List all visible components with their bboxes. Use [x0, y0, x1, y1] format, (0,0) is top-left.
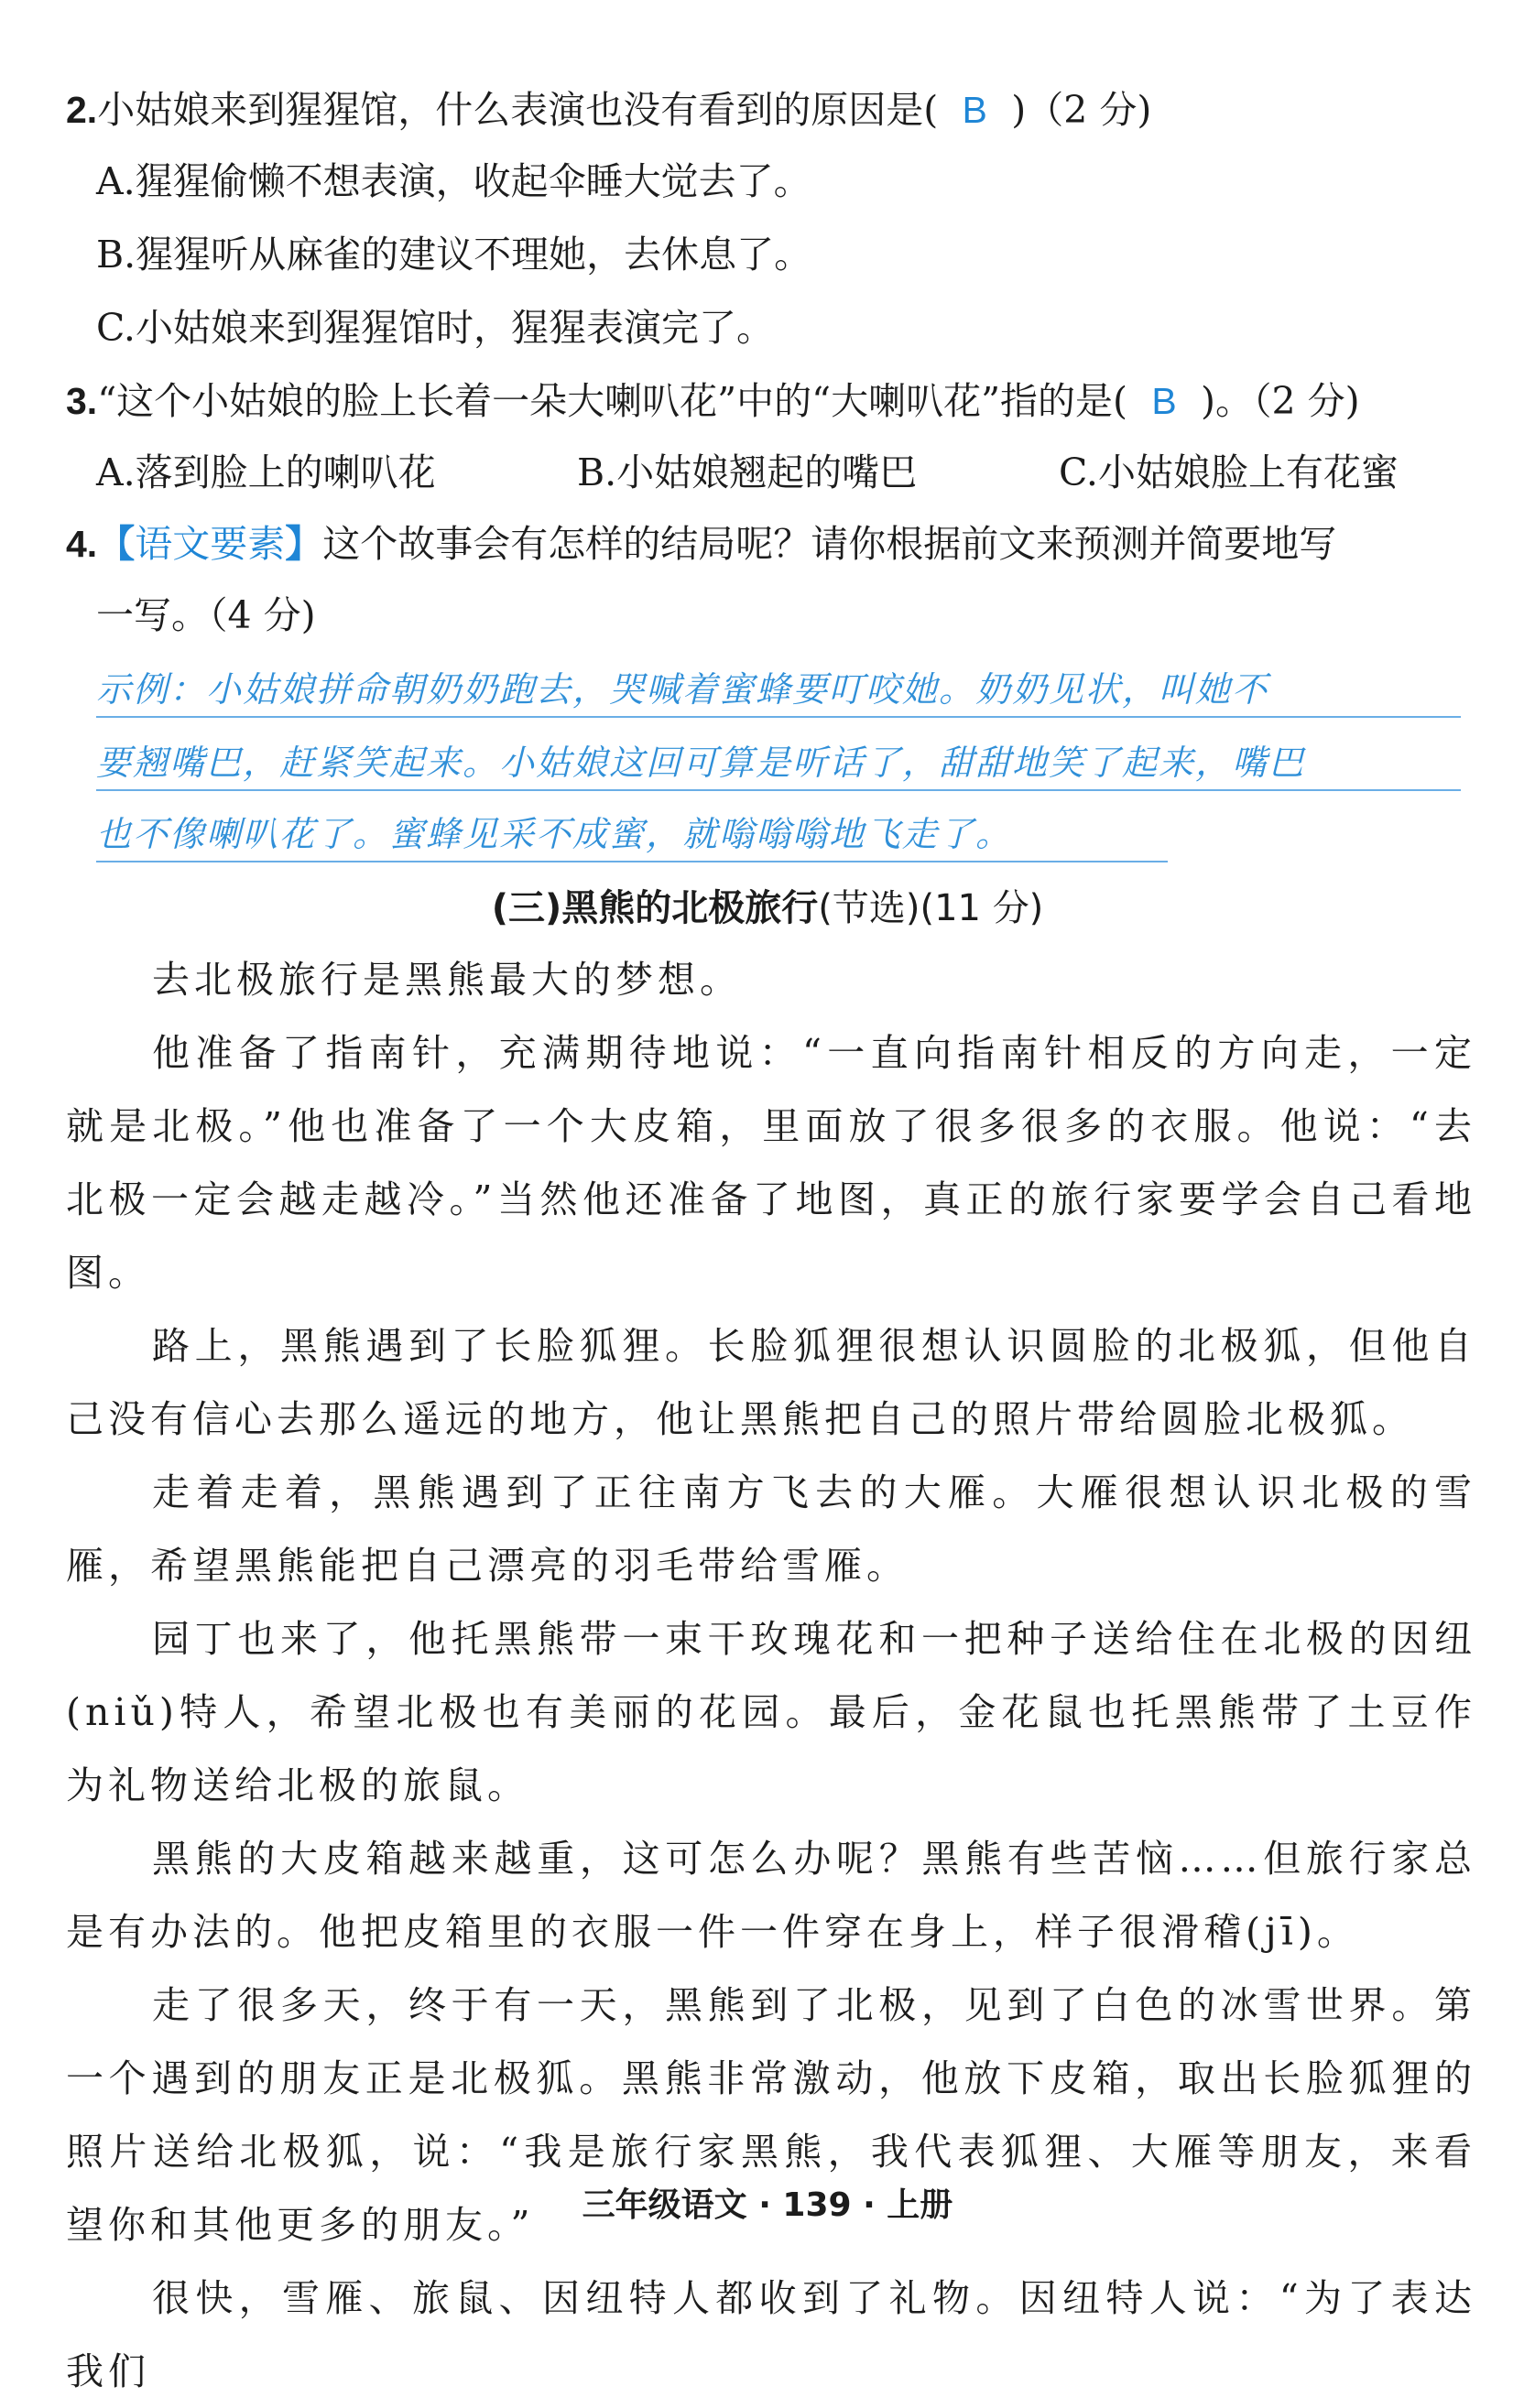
question-text: 小姑娘来到猩猩馆，什么表演也没有看到的原因是(: [97, 88, 939, 132]
passage-paragraph: 去北极旅行是黑熊最大的梦想。: [152, 958, 742, 1002]
handwritten-answer-line-2: 要翘嘴巴，赶紧笑起来。小姑娘这回可算是听话了，甜甜地笑了起来，嘴巴: [96, 743, 1306, 783]
question-number: 4.: [66, 523, 98, 565]
question-3-stem: [66, 374, 1535, 428]
answer-choice: B: [1151, 380, 1177, 422]
passage-paragraph: 他准备了指南针，充满期待地说：“一直向指南针相反的方向走，一定就是北极。”他也准备了一个大皮箱，里面放了很多很多的衣服。他说：“去北极一定会越走越冷。”当然他还准备了地图，真正的旅行家要学会自己看地图。: [66, 1031, 1476, 1295]
passage-paragraph: 黑熊的大皮箱越来越重，这可怎么办呢？黑熊有些苦恼……但旅行家总是有办法的。他把皮箱里的衣服一件一件穿在身上，样子很滑稽(jī)。: [66, 1837, 1476, 1954]
question-2-option-b: B.猩猩听从麻雀的建议不理她，去休息了。: [96, 233, 812, 277]
question-points: )。（2 分): [1201, 379, 1360, 423]
answer-underline: [96, 861, 1168, 862]
page-footer: 三年级语文 · 139 · 上册: [582, 2186, 953, 2224]
passage-paragraph: 走了很多天，终于有一天，黑熊到了北极，见到了白色的冰雪世界。第一个遇到的朋友正是北极狐。黑熊非常激动，他放下皮箱，取出长脸狐狸的照片送给北极狐，说：“我是旅行家黑熊，我代表狐狸、大雁等朋友，来看望你和其他更多的朋友。”: [66, 1983, 1476, 2247]
passage-paragraph: 路上，黑熊遇到了长脸狐狸。长脸狐狸很想认识圆脸的北极狐，但他自己没有信心去那么遥远的地方，他让黑熊把自己的照片带给圆脸北极狐。: [66, 1324, 1476, 1441]
section-title: (三)黑熊的北极旅行: [491, 887, 819, 929]
question-2-stem: [66, 82, 1535, 137]
question-2-option-c: C.小姑娘来到猩猩馆时，猩猩表演完了。: [96, 306, 774, 350]
section-heading: [0, 881, 1535, 936]
question-points: )（2 分): [1011, 88, 1152, 132]
language-element-tag: 语文要素: [135, 522, 286, 566]
passage-paragraph: 很快，雪雁、旅鼠、因纽特人都收到了礼物。因纽特人说：“为了表达我们: [66, 2276, 1476, 2393]
passage-paragraph: 走着走着，黑熊遇到了正往南方飞去的大雁。大雁很想认识北极的雪雁，希望黑熊能把自己漂亮的羽毛带给雪雁。: [66, 1470, 1476, 1588]
section-points: (11 分): [920, 887, 1044, 929]
answer-underline: [96, 789, 1461, 791]
passage-paragraph: 园丁也来了，他托黑熊带一束干玫瑰花和一把种子送给住在北极的因纽(niǔ)特人，希望北极也有美丽的花园。最后，金花鼠也托黑熊带了土豆作为礼物送给北极的旅鼠。: [66, 1617, 1476, 1807]
question-3-option-b: B.小姑娘翘起的嘴巴: [577, 450, 918, 494]
question-text: 这个故事会有怎样的结局呢？请你根据前文来预测并简要地写: [322, 522, 1337, 566]
answer-underline: [96, 716, 1461, 718]
question-4-stem-line2: 一写。（4 分): [96, 593, 316, 637]
question-3-option-a: A.落到脸上的喇叭花: [96, 450, 436, 494]
question-number: 2.: [66, 89, 98, 131]
answer-choice: B: [962, 89, 987, 131]
tag-bracket-close: 】: [285, 522, 323, 566]
tag-bracket-open: 【: [97, 522, 136, 566]
question-2-option-a: A.猩猩偷懒不想表演，收起伞睡大觉去了。: [96, 159, 811, 203]
question-text: “这个小姑娘的脸上长着一朵大喇叭花”中的“大喇叭花”指的是(: [97, 379, 1128, 423]
handwritten-answer-line-1: 示例：小姑娘拼命朝奶奶跑去，哭喊着蜜蜂要叮咬她。奶奶见状，叫她不: [96, 669, 1269, 710]
section-subtitle: (节选): [818, 887, 920, 929]
question-number: 3.: [66, 380, 98, 422]
handwritten-answer-line-3: 也不像喇叭花了。蜜蜂见采不成蜜，就嗡嗡嗡地飞走了。: [96, 814, 1013, 854]
question-4-stem: [66, 516, 1535, 571]
question-3-option-c: C.小姑娘脸上有花蜜: [1059, 450, 1399, 494]
